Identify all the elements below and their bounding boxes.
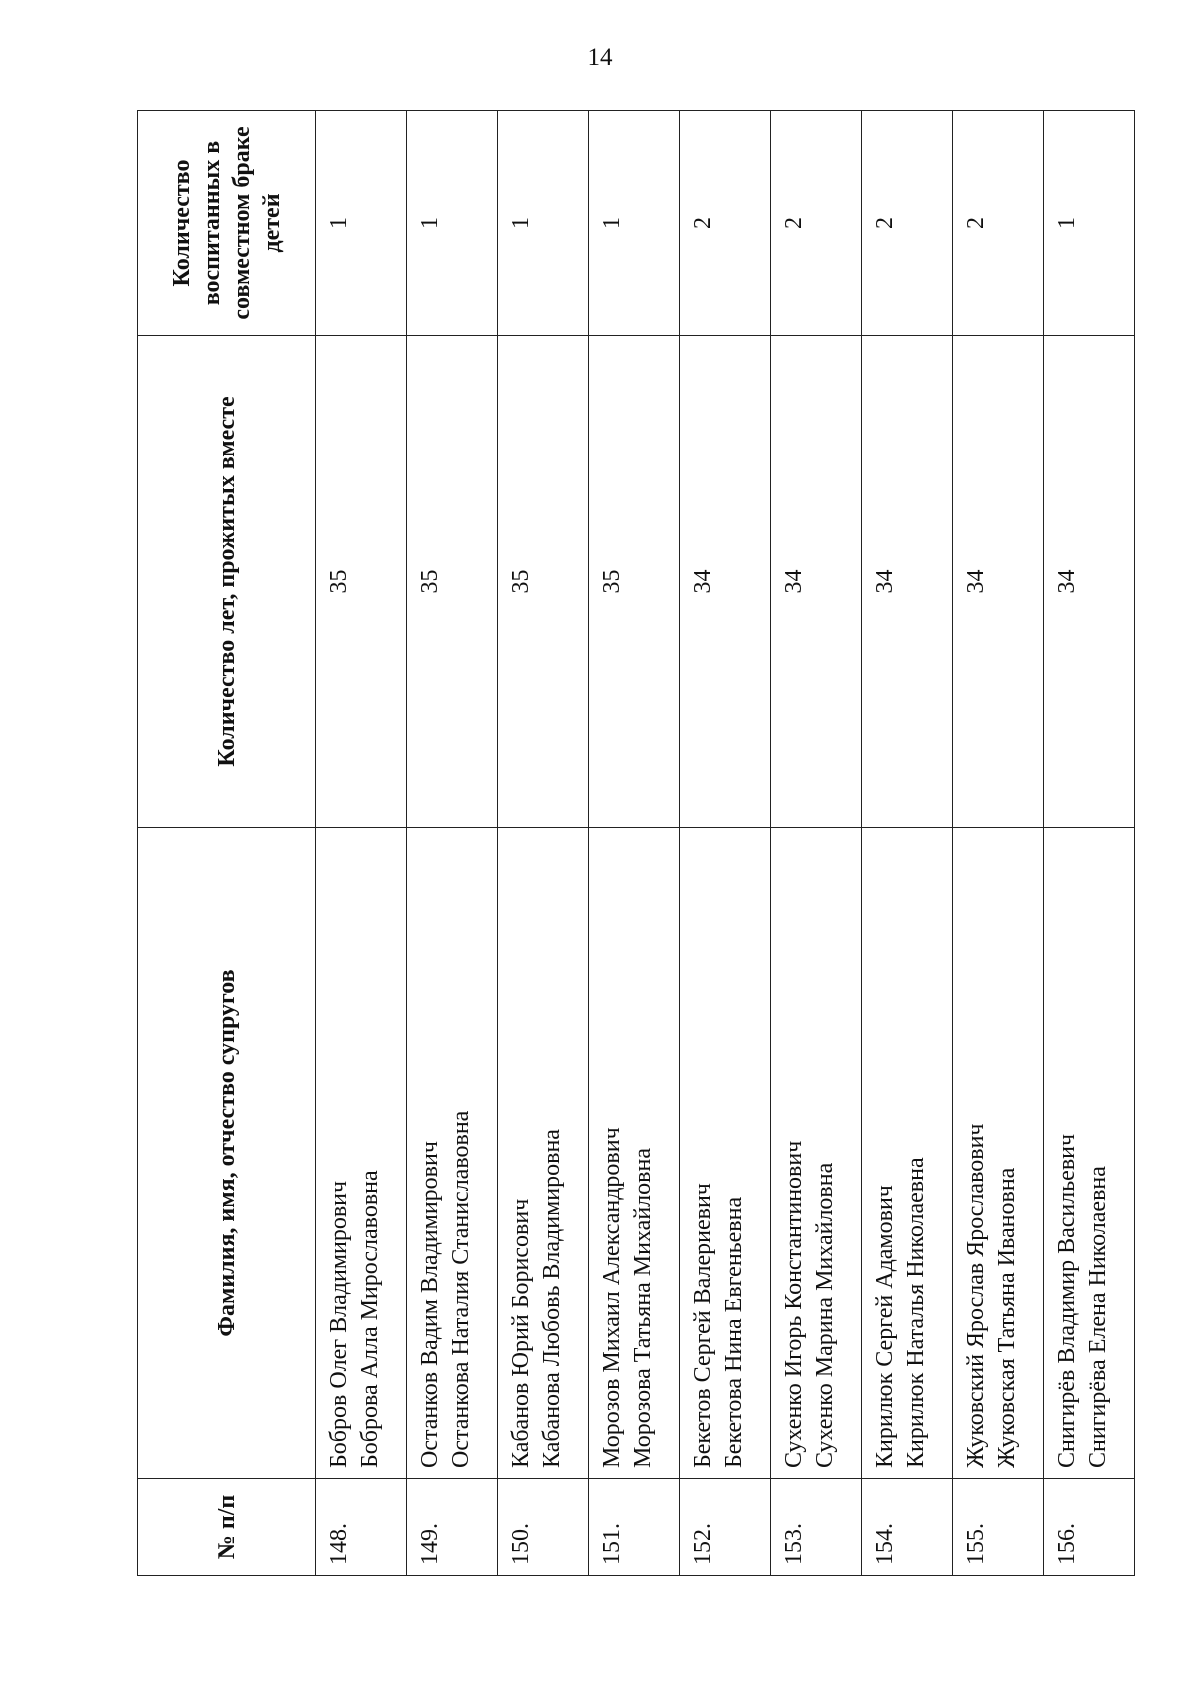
children-count: 1 <box>407 111 498 336</box>
row-number: 148. <box>316 1479 407 1576</box>
children-count: 2 <box>953 111 1044 336</box>
children-count: 1 <box>1044 111 1135 336</box>
years-together: 34 <box>1044 336 1135 828</box>
children-count: 1 <box>498 111 589 336</box>
years-together: 35 <box>407 336 498 828</box>
header-names: Фамилия, имя, отчество супругов <box>138 828 316 1479</box>
years-together: 34 <box>771 336 862 828</box>
years-together: 35 <box>498 336 589 828</box>
husband-name: Кабанов Юрий Борисович <box>508 1198 534 1468</box>
years-together: 35 <box>589 336 680 828</box>
header-children: Количество воспитанных в совместном браке детей <box>138 111 316 336</box>
years-together: 34 <box>680 336 771 828</box>
table-row <box>862 111 953 1576</box>
spouses-names <box>953 828 1044 1479</box>
husband-name: Бобров Олег Владимирович <box>326 1180 352 1468</box>
wife-name: Кирилюк Наталья Николаевна <box>903 1157 929 1468</box>
children-count: 2 <box>771 111 862 336</box>
spouses-names <box>316 828 407 1479</box>
row-number: 151. <box>589 1479 680 1576</box>
row-number: 155. <box>953 1479 1044 1576</box>
wife-name: Сухенко Марина Михайловна <box>812 1162 838 1468</box>
row-number: 149. <box>407 1479 498 1576</box>
children-count: 2 <box>680 111 771 336</box>
wife-name: Останкова Наталия Станиславовна <box>448 1110 474 1468</box>
table-row <box>498 111 589 1576</box>
table-row <box>771 111 862 1576</box>
table-row <box>407 111 498 1576</box>
couples-table-wrapper <box>137 111 1111 1576</box>
spouses-names <box>498 828 589 1479</box>
row-number: 153. <box>771 1479 862 1576</box>
husband-name: Бекетов Сергей Валериевич <box>690 1183 716 1468</box>
spouses-names <box>680 828 771 1479</box>
table-row <box>953 111 1044 1576</box>
wife-name: Морозова Татьяна Михайловна <box>630 1148 656 1468</box>
couples-table <box>137 110 1135 1576</box>
table-row <box>316 111 407 1576</box>
table-row <box>1044 111 1135 1576</box>
row-number: 156. <box>1044 1479 1135 1576</box>
husband-name: Останков Вадим Владимирович <box>417 1141 443 1468</box>
wife-name: Жуковская Татьяна Ивановна <box>994 1167 1020 1468</box>
row-number: 154. <box>862 1479 953 1576</box>
wife-name: Кабанова Любовь Владимировна <box>539 1129 565 1468</box>
page-number: 14 <box>587 44 613 71</box>
wife-name: Снигирёва Елена Николаевна <box>1085 1166 1111 1468</box>
children-count: 2 <box>862 111 953 336</box>
husband-name: Кирилюк Сергей Адамович <box>872 1185 898 1468</box>
husband-name: Морозов Михаил Александрович <box>599 1127 625 1468</box>
children-count: 1 <box>589 111 680 336</box>
wife-name: Бекетова Нина Евгеньевна <box>721 1196 747 1468</box>
table-row <box>589 111 680 1576</box>
years-together: 35 <box>316 336 407 828</box>
row-number: 152. <box>680 1479 771 1576</box>
table-header-row <box>138 111 316 1576</box>
spouses-names <box>1044 828 1135 1479</box>
husband-name: Снигирёв Владимир Васильевич <box>1054 1133 1080 1468</box>
husband-name: Сухенко Игорь Константинович <box>781 1140 807 1468</box>
children-count: 1 <box>316 111 407 336</box>
wife-name: Боброва Алла Мирославовна <box>357 1170 383 1468</box>
spouses-names <box>771 828 862 1479</box>
header-number: № п/п <box>138 1479 316 1576</box>
spouses-names <box>589 828 680 1479</box>
husband-name: Жуковский Ярослав Ярославович <box>963 1123 989 1468</box>
table-row <box>680 111 771 1576</box>
years-together: 34 <box>862 336 953 828</box>
header-years: Количество лет, прожитых вместе <box>138 336 316 828</box>
years-together: 34 <box>953 336 1044 828</box>
spouses-names <box>407 828 498 1479</box>
spouses-names <box>862 828 953 1479</box>
row-number: 150. <box>498 1479 589 1576</box>
